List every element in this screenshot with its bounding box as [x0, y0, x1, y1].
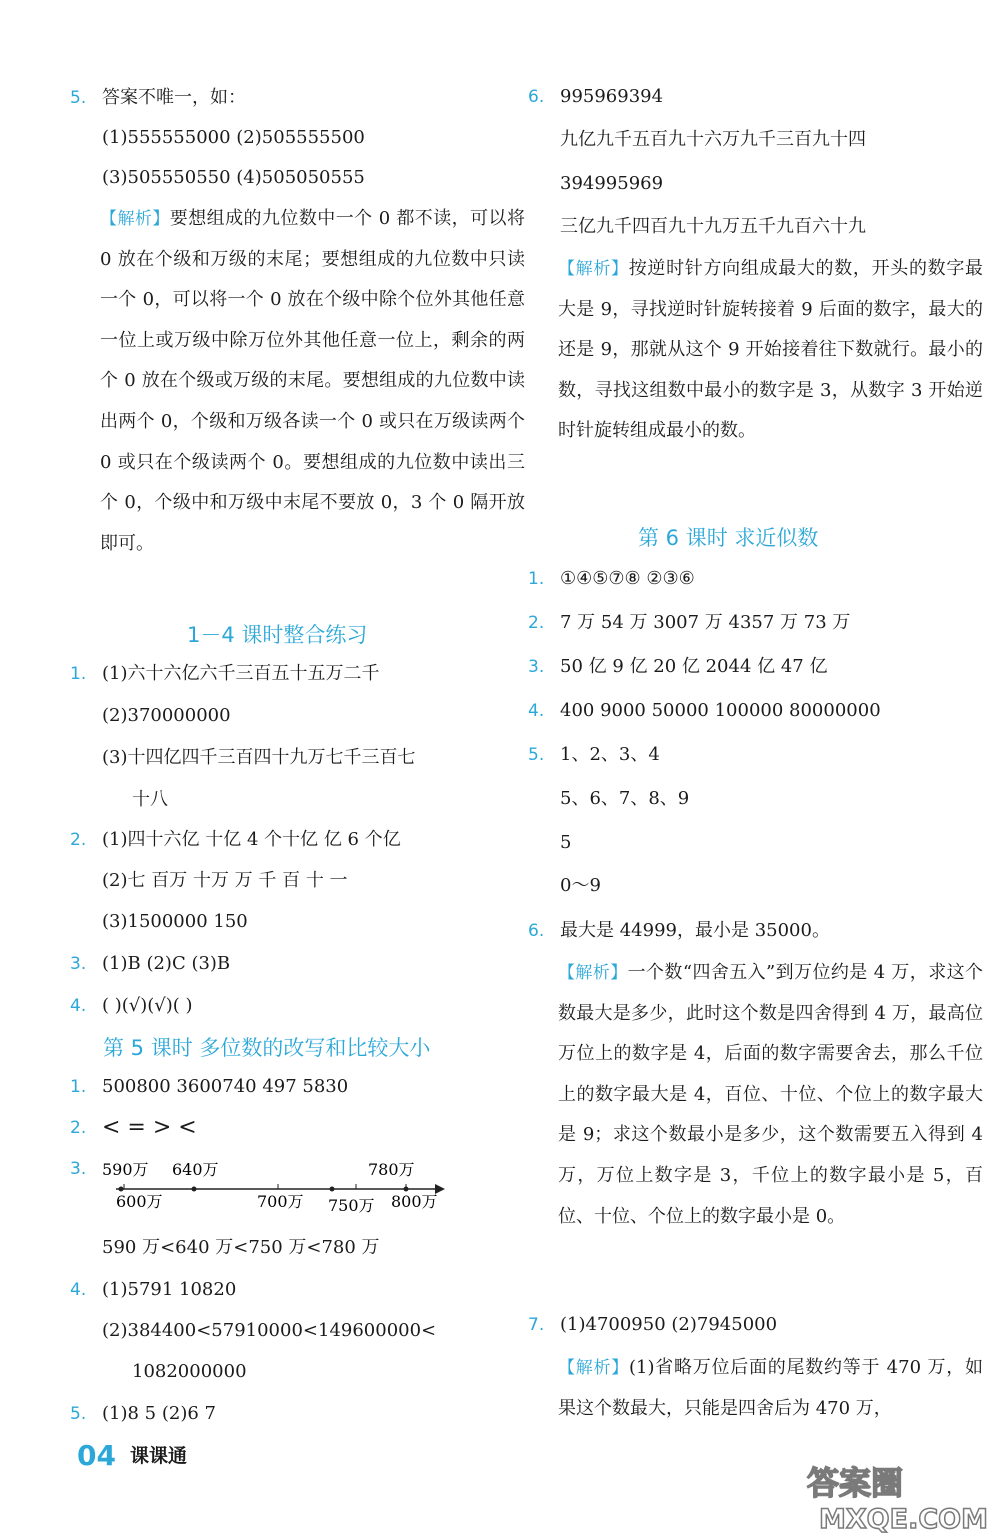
below-label: 700万: [257, 1192, 304, 1211]
number-line: [70, 1155, 450, 1219]
above-label: 590万: [102, 1160, 149, 1179]
answer-line: 50 亿 9 亿 20 亿 2044 亿 47 亿: [560, 656, 828, 677]
answer-line: 400 9000 50000 100000 80000000: [560, 700, 881, 721]
question-number: 6.: [528, 921, 545, 941]
question-number: 5.: [70, 88, 87, 108]
question-number: 3.: [70, 954, 87, 974]
answer-line: (1)六十六亿六千三百五十五万二千: [102, 663, 380, 684]
question-text: 答案不唯一，如：: [102, 87, 246, 108]
answer-line: 九亿九千五百九十六万九千三百九十四: [560, 129, 866, 150]
section-title: 第 5 课时 多位数的改写和比较大小: [103, 1036, 431, 1060]
analysis-block: [558, 1348, 983, 1429]
answer-line: 十八: [132, 789, 168, 810]
question-number: 1.: [70, 1077, 87, 1097]
question-number: 3.: [70, 1159, 87, 1179]
answer-line: (2)七 百万 十万 万 千 百 十 一: [102, 870, 348, 891]
question-number: 2.: [70, 830, 87, 850]
book-title: 课课通: [130, 1445, 188, 1467]
watermark-logo: [797, 1456, 997, 1536]
analysis-text: 要想组成的九位数中一个 0 都不读，可以将 0 放在个级和万级的末尾；要想组成的九位数中只读一个 0，可以将一个 0 放在个级中除个位外其他任意一位上或万级中除万位外其他任意一位上，剩余的两个 0 放在个级或万级的末尾。要想组成的九位数中读出两个 0，个级和万级各读一个 0 或只在万级读两个 0 或只在个级读两个 0。要想组成的九位数中读出三个 0，个级中和万级中末尾不要放 0，3 个 0 隔开放即可。: [100, 208, 525, 554]
question-number: 4.: [70, 996, 87, 1016]
answer-line: (1)4700950 (2)7945000: [560, 1314, 778, 1335]
answer-line: (2)384400<57910000<149600000<: [102, 1320, 437, 1341]
answer-line: < = > <: [102, 1115, 197, 1140]
answer-line: ①④⑤⑦⑧ ②③⑥: [560, 568, 695, 589]
answer-line: (1)四十六亿 十亿 4 个十亿 亿 6 个亿: [102, 829, 401, 850]
question-number: 4.: [528, 701, 545, 721]
question-number: 2.: [528, 613, 545, 633]
page-number: 04: [77, 1439, 116, 1472]
analysis-text: 一个数“四舍五入”到万位约是 4 万，求这个数最大是多少，此时这个数是四舍得到 4 万，最高位万位上的数字是 4，后面的数字需要舍去，那么千位上的数字最大是 4，百位、十位、个位上的数字最大是 9；求这个数最小是多少，这个数需要五入得到 4 万，万位上数字是 3，千位上的数字最小是 5，百位、十位、个位上的数字最小是 0。: [558, 962, 983, 1227]
answer-line: 0～9: [560, 875, 601, 896]
answer-line: 5、6、7、8、9: [560, 788, 690, 809]
analysis-text: 按逆时针方向组成最大的数，开头的数字最大是 9，寻找逆时针旋转接着 9 后面的数字，最大的还是 9，那就从这个 9 开始接着往下数就行。最小的数，寻找这组数中最小的数字是 3，从数字 3 开始逆时针旋转组成最小的数。: [558, 258, 984, 442]
question-number: 3.: [528, 657, 545, 677]
analysis-block: [558, 953, 983, 1237]
question-number: 5.: [70, 1404, 87, 1424]
answer-line: (1)B (2)C (3)B: [102, 953, 231, 974]
question-number: 6.: [528, 87, 545, 107]
analysis-block: [558, 249, 983, 452]
analysis-text: (1)省略万位后面的尾数约等于 470 万，如果这个数最大，只能是四舍后为 470 万，: [558, 1357, 984, 1419]
question-number: 1.: [70, 664, 87, 684]
answer-line: 三亿九千四百九十九万五千九百六十九: [560, 216, 866, 237]
answer-line: (1)5791 10820: [102, 1279, 237, 1300]
above-label: 780万: [368, 1160, 415, 1179]
question-number: 5.: [528, 745, 545, 765]
analysis-tag: 【解析】: [558, 1358, 629, 1378]
answer-line: 995969394: [560, 86, 664, 107]
answer-line: 7 万 54 万 3007 万 4357 万 73 万: [560, 612, 851, 633]
answer-line: (1)555555000 (2)505555500: [102, 127, 365, 148]
point: [119, 1187, 124, 1192]
point: [404, 1187, 409, 1192]
question-number: 4.: [70, 1280, 87, 1300]
question-number: 1.: [528, 569, 545, 589]
section-title: 第 6 课时 求近似数: [638, 526, 819, 550]
analysis-tag: 【解析】: [558, 963, 628, 983]
watermark-site-text: MXQE.COM: [819, 1504, 988, 1535]
answer-line: (1)8 5 (2)6 7: [102, 1403, 216, 1424]
point: [330, 1187, 335, 1192]
answer-line: 1、2、3、4: [560, 744, 660, 765]
answer-line: 500800 3600740 497 5830: [102, 1076, 349, 1097]
answer-line: (3)1500000 150: [102, 911, 248, 932]
below-label: 750万: [328, 1196, 375, 1215]
answer-line: 1082000000: [132, 1361, 247, 1382]
answer-line: 590 万<640 万<750 万<780 万: [102, 1237, 380, 1258]
answer-line: ( )(√)(√)( ): [102, 995, 193, 1016]
below-label: 800万: [391, 1192, 438, 1211]
question-number: 7.: [528, 1315, 545, 1335]
section-title: 1－4 课时整合练习: [187, 623, 368, 647]
analysis-tag: 【解析】: [558, 259, 629, 279]
answer-line: 最大是 44999，最小是 35000。: [560, 920, 830, 941]
answer-line: 5: [560, 832, 572, 853]
answer-line: (3)505550550 (4)505050555: [102, 167, 365, 188]
analysis-tag: 【解析】: [100, 209, 170, 229]
answer-line: 394995969: [560, 173, 664, 194]
above-label: 640万: [172, 1160, 219, 1179]
analysis-block: [100, 199, 525, 564]
answer-line: (3)十四亿四千三百四十九万七千三百七: [102, 747, 416, 768]
below-label: 600万: [116, 1192, 163, 1211]
answer-line: (2)370000000: [102, 705, 231, 726]
watermark-logo-text: 答案圈: [807, 1464, 904, 1502]
question-number: 2.: [70, 1118, 87, 1138]
point: [192, 1187, 197, 1192]
